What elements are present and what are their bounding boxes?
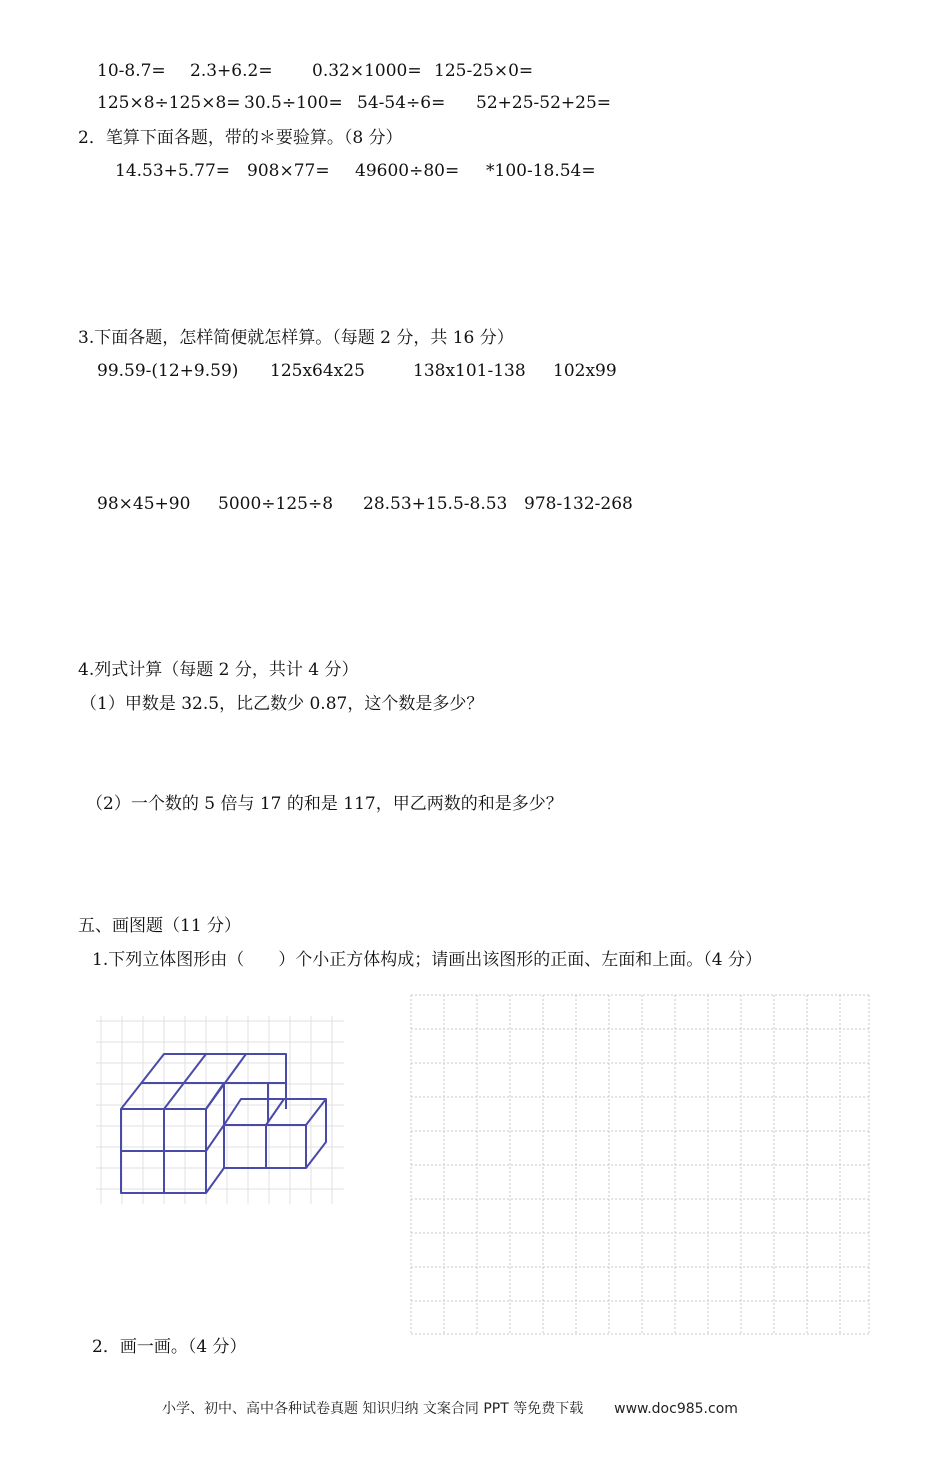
- problem: 978-132-268: [524, 494, 633, 514]
- footer-text: 小学、初中、高中各种试卷真题 知识归纳 文案合同 PPT 等免费下载: [162, 1401, 584, 1417]
- problem: 138x101-138: [413, 361, 526, 381]
- question-4-title: 4.列式计算（每题 2 分，共计 4 分）: [78, 660, 359, 680]
- question-3-title: 3.下面各题，怎样简便就怎样算。（每题 2 分，共 16 分）: [78, 328, 514, 348]
- question-4-sub-2: （2）一个数的 5 倍与 17 的和是 117，甲乙两数的和是多少？: [86, 794, 563, 814]
- answer-grid: [410, 994, 870, 1336]
- footer: [162, 1398, 738, 1418]
- problem: 0.32×1000=: [312, 61, 422, 81]
- cube-figure: [96, 1016, 346, 1206]
- problem: 10-8.7=: [97, 61, 166, 81]
- section-5-title: 五、画图题（11 分）: [78, 916, 242, 936]
- problem: 54-54÷6=: [357, 93, 446, 113]
- problem: 125×8÷125×8=: [97, 93, 241, 113]
- problem: 99.59-(12+9.59): [97, 361, 239, 381]
- problem: 102x99: [553, 361, 617, 381]
- problem: 98×45+90: [97, 494, 191, 514]
- problem: 30.5÷100=: [244, 93, 343, 113]
- section-5-question-1: 1.下列立体图形由（ ）个小正方体构成；请画出该图形的正面、左面和上面。（4 分）: [92, 950, 762, 970]
- problem: 52+25-52+25=: [476, 93, 612, 113]
- problem: 2.3+6.2=: [190, 61, 273, 81]
- question-2-title: 2．笔算下面各题，带的＊要验算。（8 分）: [78, 128, 403, 148]
- question-4-sub-1: （1）甲数是 32.5，比乙数少 0.87，这个数是多少？: [80, 694, 484, 714]
- problem: 5000÷125÷8: [218, 494, 334, 514]
- footer-link[interactable]: www.doc985.com: [614, 1401, 738, 1417]
- problem: 125x64x25: [270, 361, 365, 381]
- section-5-question-2: 2．画一画。（4 分）: [92, 1337, 247, 1357]
- problem: 49600÷80=: [355, 161, 460, 181]
- problem: 125-25×0=: [434, 61, 534, 81]
- problem: 908×77=: [247, 161, 330, 181]
- cube-drawing: [121, 1054, 326, 1193]
- problem: 28.53+15.5-8.53: [363, 494, 508, 514]
- problem: 14.53+5.77=: [115, 161, 231, 181]
- problem: *100-18.54=: [486, 161, 596, 181]
